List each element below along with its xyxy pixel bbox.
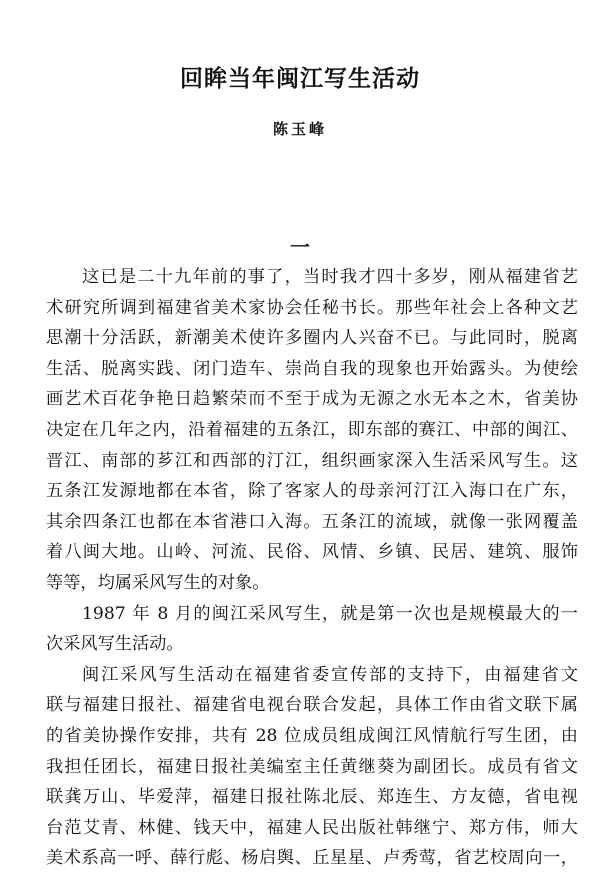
text-line: 闽江采风写生活动在福建省委宣传部的支持下，由福建省文	[82, 664, 578, 685]
article-body	[46, 262, 578, 874]
text-line: 联龚万山、毕爱萍，福建日报社陈北辰、郑连生、方友德，省电视	[46, 787, 578, 808]
text-line: 画艺术百花争艳日趋繁荣而不至于成为无源之水无本之木，省美协	[46, 389, 578, 410]
text-line: 的省美协操作安排，共有 28 位成员组成闽江风情航行写生团，由	[46, 725, 578, 746]
section-number: 一	[290, 235, 310, 259]
text-line: 等等，均属采风写生的对象。	[46, 572, 270, 593]
text-line: 其余四条江也都在本省港口入海。五条江的流域，就像一张网覆盖	[46, 511, 578, 532]
text-line: 术研究所调到福建省美术家协会任秘书长。那些年社会上各种文艺	[46, 297, 578, 318]
article-title: 回眸当年闽江写生活动	[180, 66, 420, 92]
text-line: 着八闽大地。山岭、河流、民俗、风情、乡镇、民居、建筑、服饰	[46, 542, 578, 563]
text-line: 晋江、南部的芗江和西部的汀江，组织画家深入生活采风写生。这	[46, 450, 578, 471]
text-line: 美术系高一呼、薛行彪、杨启舆、丘星星、卢秀莺，省艺校周向一，	[46, 848, 578, 869]
text-line: 1987 年 8 月的闽江采风写生，就是第一次也是规模最大的一	[82, 603, 578, 624]
text-line: 决定在几年之内，沿着福建的五条江，即东部的赛江、中部的闽江、	[46, 419, 578, 440]
text-line: 生活、脱离实践、闭门造车、崇尚自我的现象也开始露头。为使绘	[46, 358, 578, 379]
text-line: 我担任团长，福建日报社美编室主任黄继葵为副团长。成员有省文	[46, 756, 578, 777]
text-line: 联与福建日报社、福建省电视台联合发起，具体工作由省文联下属	[46, 695, 578, 716]
text-line: 思潮十分活跃，新潮美术使许多圈内人兴奋不已。与此同时，脱离	[46, 328, 578, 349]
text-line: 五条江发源地都在本省，除了客家人的母亲河汀江入海口在广东，	[46, 481, 578, 502]
text-line: 这已是二十九年前的事了，当时我才四十多岁，刚从福建省艺	[82, 267, 578, 287]
article-author: 陈玉峰	[272, 120, 327, 138]
text-line: 台范艾青、林健、钱天中，福建人民出版社韩继宁、郑方伟，师大	[46, 817, 578, 838]
text-line: 次采风写生活动。	[46, 634, 184, 655]
